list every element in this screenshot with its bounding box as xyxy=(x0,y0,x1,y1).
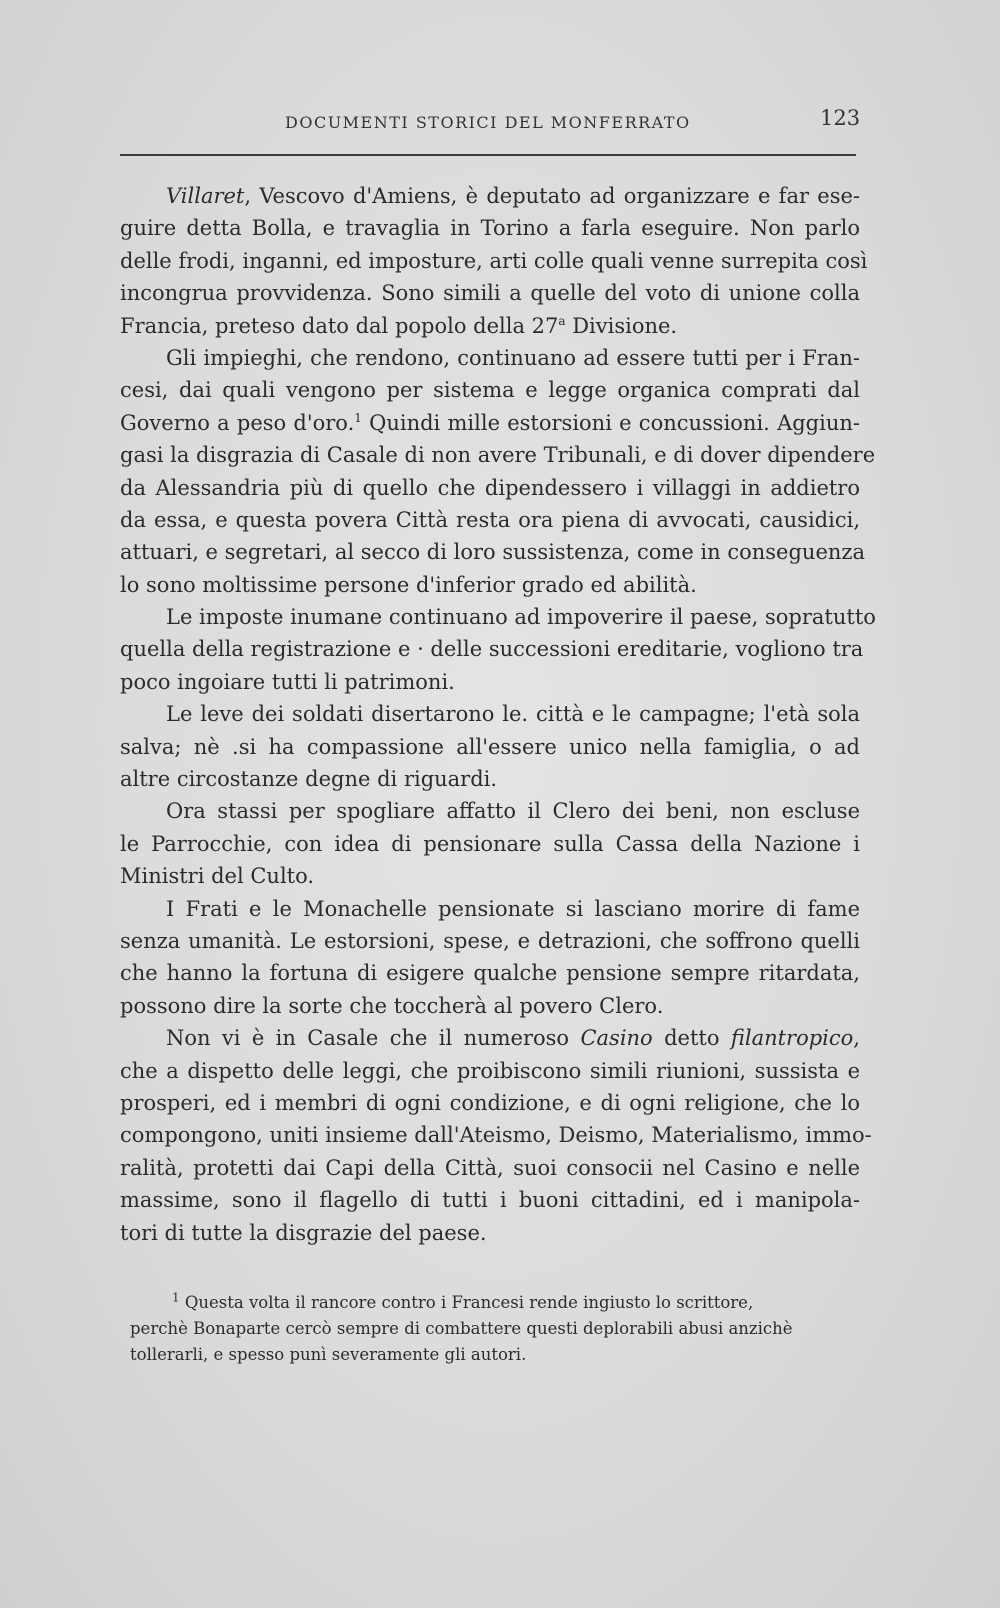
text-line: poco ingoiare tutti li patrimoni. xyxy=(120,669,455,694)
footnote-line xyxy=(130,1290,870,1316)
text-line: Le imposte inumane continuano ad impoverire il paese, sopratutto xyxy=(166,605,876,630)
text-span: detto xyxy=(652,1026,731,1051)
text-span: Francia, preteso dato dal popolo della 27 xyxy=(120,313,559,338)
text-span: Quindi mille estorsioni e concussioni. Aggiun- xyxy=(361,410,860,435)
body-text xyxy=(120,180,876,1249)
text-line: che hanno la fortuna di esigere qualche pensione sempre ritardata, xyxy=(120,961,860,986)
text-span: Non vi è in Casale che il numeroso xyxy=(166,1026,581,1051)
running-title: DOCUMENTI STORICI DEL MONFERRATO xyxy=(285,113,691,132)
text-line: quella della registrazione e · delle successioni ereditarie, vogliono tra xyxy=(120,637,864,662)
text-line xyxy=(120,310,860,342)
text-span: Governo a peso d'oro. xyxy=(120,410,355,435)
header-rule xyxy=(120,154,856,156)
text-span: Questa volta il rancore contro i Francesi rende ingiusto lo scrittore, xyxy=(179,1293,754,1312)
text-line: incongrua provvidenza. Sono simili a quelle del voto di unione colla xyxy=(120,281,860,306)
footnote-marker: 1 xyxy=(172,1290,180,1305)
footnote-line: perchè Bonaparte cercò sempre di combattere questi deplorabili abusi anzichè xyxy=(130,1319,793,1338)
text-line: da Alessandria più di quello che dipendessero i villaggi in addietro xyxy=(120,475,860,500)
text-line: cesi, dai quali vengono per sistema e legge organica comprati dal xyxy=(120,378,860,403)
text-span: , Vescovo d'Amiens, è deputato ad organizzare e far ese- xyxy=(244,184,860,208)
text-line xyxy=(120,180,860,212)
text-line: guire detta Bolla, e travaglia in Torino a farla eseguire. Non parlo xyxy=(120,216,860,241)
footnote-line: tollerarli, e spesso punì severamente gli autori. xyxy=(130,1345,527,1364)
text-line: compongono, uniti insieme dall'Ateismo, Deismo, Materialismo, immo- xyxy=(120,1123,872,1148)
text-line: gasi la disgrazia di Casale di non avere Tribunali, e di dover dipendere xyxy=(120,443,876,468)
text-line: da essa, e questa povera Città resta ora piena di avvocati, causidici, xyxy=(120,507,860,532)
italic-name: Villaret xyxy=(166,184,245,208)
page-number: 123 xyxy=(820,106,861,130)
ordinal-superscript: a xyxy=(558,313,566,328)
italic-filantropico: filantropico xyxy=(730,1026,854,1051)
text-line: le Parrocchie, con idea di pensionare sulla Cassa della Nazione i xyxy=(120,831,860,856)
text-line: delle frodi, inganni, ed imposture, arti colle quali venne surrepita così xyxy=(120,248,868,273)
text-line: altre circostanze degne di riguardi. xyxy=(120,767,498,792)
footnote-reference: 1 xyxy=(354,410,362,425)
text-line: che a dispetto delle leggi, che proibiscono simili riunioni, sussista e xyxy=(120,1058,860,1083)
text-line: Gli impieghi, che rendono, continuano ad essere tutti per i Fran- xyxy=(166,345,860,370)
text-span: , xyxy=(853,1026,860,1051)
text-line xyxy=(120,1022,860,1054)
text-line: attuari, e segretari, al secco di loro sussistenza, come in conseguenza xyxy=(120,540,865,565)
text-line: tori di tutte la disgrazie del paese. xyxy=(120,1220,487,1245)
text-line: salva; nè .si ha compassione all'essere unico nella famiglia, o ad xyxy=(120,734,860,759)
text-line: Ora stassi per spogliare affatto il Clero dei beni, non escluse xyxy=(166,799,860,824)
italic-casino: Casino xyxy=(580,1026,653,1051)
text-line: senza umanità. Le estorsioni, spese, e detrazioni, che soffrono quelli xyxy=(120,928,860,953)
text-line: Ministri del Culto. xyxy=(120,864,315,889)
text-line: I Frati e le Monachelle pensionate si lasciano morire di fame xyxy=(166,896,860,921)
footnote xyxy=(130,1290,870,1368)
text-line: ralità, protetti dai Capi della Città, suoi consocii nel Casino e nelle xyxy=(120,1155,860,1180)
text-line: massime, sono il flagello di tutti i buoni cittadini, ed i manipola- xyxy=(120,1188,860,1213)
text-line: lo sono moltissime persone d'inferior grado ed abilità. xyxy=(120,572,697,597)
text-line xyxy=(120,407,860,439)
text-line: possono dire la sorte che toccherà al povero Clero. xyxy=(120,993,664,1018)
text-line: Le leve dei soldati disertarono le. città e le campagne; l'età sola xyxy=(166,702,860,727)
text-span: Divisione. xyxy=(565,313,678,338)
text-line: prosperi, ed i membri di ogni condizione, e di ogni religione, che lo xyxy=(120,1090,860,1115)
